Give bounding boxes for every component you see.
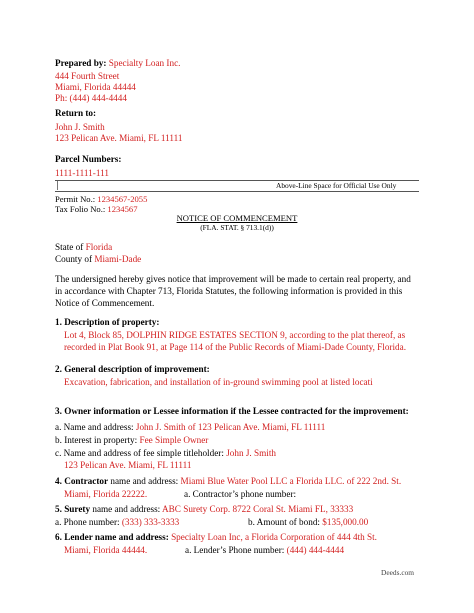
state-line xyxy=(55,243,112,252)
county-line xyxy=(55,255,141,264)
property-description-line1: Lot 4, Block 85, DOLPHIN RIDGE ESTATES SECTION 9, according to the plat thereof, as xyxy=(64,330,406,340)
owner-name-line xyxy=(55,423,325,432)
lender-phone-label: a. Lender’s Phone number: xyxy=(185,545,285,555)
surety-phone-value: (333) 333-3333 xyxy=(121,517,180,527)
prepared-by-phone: Ph: (444) 444-4444 xyxy=(55,93,127,103)
state-label: State of xyxy=(55,242,84,252)
prepared-by-name: Specialty Loan Inc. xyxy=(108,58,181,68)
prepared-by-line xyxy=(55,59,180,68)
section2-heading: 2. General description of improvement: xyxy=(55,364,210,374)
lender-value1: Specialty Loan Inc, a Florida Corporation of 444 4th St. xyxy=(171,532,377,542)
contractor-label: name and address: xyxy=(108,476,179,486)
return-to-label: Return to: xyxy=(55,108,97,118)
contractor-value1: Miami Blue Water Pool LLC a Florida LLC. of 222 2nd. St. xyxy=(180,476,402,486)
return-to-address: 123 Pelican Ave. Miami, FL 11111 xyxy=(55,133,183,143)
tax-folio-label: Tax Folio No.: xyxy=(55,204,106,214)
prepared-by-address1: 444 Fourth Street xyxy=(55,71,120,81)
contractor-value2: Miami, Florida 22222. xyxy=(64,489,148,499)
section1-heading: 1. Description of property: xyxy=(55,317,160,327)
prepared-by-colon: : xyxy=(103,58,107,68)
surety-phone-label: a. Phone number: xyxy=(55,517,120,527)
county-label: County of xyxy=(55,254,93,264)
intro-line-1: The undersigned hereby gives notice that improvement will be made to certain real property, and xyxy=(55,274,411,284)
surety-line xyxy=(55,505,353,514)
bond-label: b. Amount of bond: xyxy=(248,517,320,527)
contractor-phone-label: a. Contractor’s phone number: xyxy=(184,489,297,499)
county-value: Miami-Dade xyxy=(94,254,142,264)
recording-area-tick xyxy=(57,181,58,190)
bond-line xyxy=(248,518,368,527)
titleholder-label: c. Name and address of fee simple titleholder: xyxy=(55,448,224,458)
surety-label: name and address: xyxy=(90,504,161,514)
lender-value2: Miami, Florida 44444. xyxy=(64,545,148,555)
prepared-by-label: Prepared by xyxy=(55,58,104,68)
contractor-heading: 4. Contractor xyxy=(55,476,109,486)
titleholder-name: John J. Smith xyxy=(226,448,276,458)
tax-folio-line xyxy=(55,205,137,214)
statute-reference: (FLA. STAT. § 713.1(d)) xyxy=(200,223,274,232)
surety-value: ABC Surety Corp. 8722 Coral St. Miami FL, 33333 xyxy=(162,504,354,514)
property-description-line2: recorded in Plat Book 91, at Page 114 of the Public Records of Miami-Dade County, Florida. xyxy=(64,342,406,352)
section3-heading: 3. Owner information or Lessee information if the Lessee contracted for the improvement: xyxy=(55,406,409,416)
owner-name-label: a. Name and address: xyxy=(55,422,134,432)
prepared-by-address2: Miami, Florida 44444 xyxy=(55,82,136,92)
footer-brand: Deeds.com xyxy=(381,568,415,577)
intro-line-3: Notice of Commencement. xyxy=(55,298,155,308)
surety-phone-line xyxy=(55,518,179,527)
lender-phone-line xyxy=(185,546,344,555)
recording-space-note: Above-Line Space for Official Use Only xyxy=(276,181,397,190)
surety-heading: 5. Surety xyxy=(55,504,91,514)
lender-line xyxy=(55,533,377,542)
owner-name-value: John J. Smith of 123 Pelican Ave. Miami, FL 11111 xyxy=(135,422,326,432)
document-title-wrap xyxy=(55,214,419,223)
titleholder-address: 123 Pelican Ave. Miami, FL 11111 xyxy=(64,460,192,470)
interest-label: b. Interest in property: xyxy=(55,435,138,445)
return-to-name: John J. Smith xyxy=(55,122,105,132)
contractor-line xyxy=(55,477,401,486)
bond-value: $135,000.00 xyxy=(322,517,369,527)
intro-line-2: in accordance with Chapter 713, Florida Statutes, the following information is provided in this xyxy=(55,286,403,296)
permit-label: Permit No.: xyxy=(55,194,96,204)
permit-line xyxy=(55,195,147,204)
parcel-label: Parcel Numbers: xyxy=(55,154,122,164)
tax-folio-value: 1234567 xyxy=(107,204,138,214)
document-title: NOTICE OF COMMENCEMENT xyxy=(176,213,298,223)
interest-value: Fee Simple Owner xyxy=(139,435,209,445)
state-value: Florida xyxy=(85,242,113,252)
permit-value: 1234567-2055 xyxy=(97,194,148,204)
parcel-number: 1111-1111-111 xyxy=(55,168,109,178)
lender-phone-value: (444) 444-4444 xyxy=(286,545,345,555)
interest-line xyxy=(55,436,208,445)
recording-divider xyxy=(55,191,419,192)
improvement-description: Excavation, fabrication, and installation of in-ground swimming pool at listed locati xyxy=(64,377,373,387)
titleholder-line xyxy=(55,449,276,458)
lender-heading: 6. Lender name and address: xyxy=(55,532,169,542)
